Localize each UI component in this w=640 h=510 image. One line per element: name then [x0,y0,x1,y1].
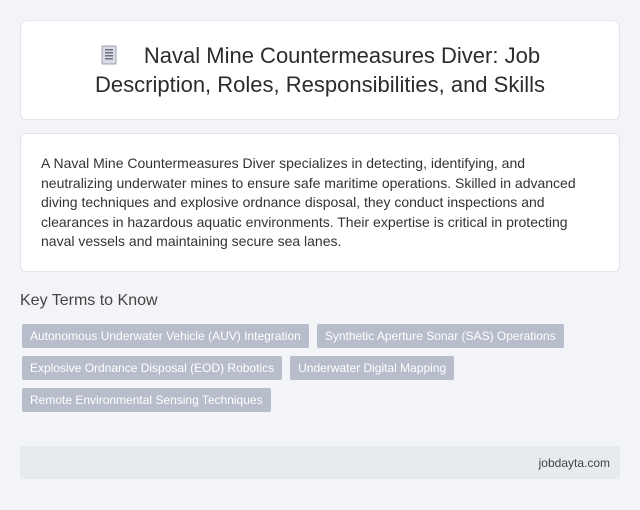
description-card [20,133,620,272]
key-term-tag[interactable]: Remote Environmental Sensing Techniques [22,388,271,412]
key-terms-heading: Key Terms to Know [20,292,158,309]
key-term-tag[interactable]: Autonomous Underwater Vehicle (AUV) Integration [22,324,309,348]
document-icon [100,45,118,65]
key-terms-tags [22,324,582,412]
key-term-tag[interactable]: Synthetic Aperture Sonar (SAS) Operations [317,324,564,348]
footer [20,446,620,479]
page-title [21,41,619,99]
page-title-text: Naval Mine Countermeasures Diver: Job Description, Roles, Responsibilities, and Skills [95,43,545,97]
title-card [20,20,620,120]
key-term-tag[interactable]: Underwater Digital Mapping [290,356,454,380]
description-text: A Naval Mine Countermeasures Diver specializes in detecting, identifying, and neutralizing underwater mines to ensure safe maritime operations. Skilled in advanced diving techniques and explosive ordnance disposal, they conduct inspections and clearances in hazardous aquatic environments. Their expertise is critical in protecting naval vessels and maintaining secure sea lanes. [41,155,576,250]
footer-site-link[interactable]: jobdayta.com [538,455,610,470]
key-term-tag[interactable]: Explosive Ordnance Disposal (EOD) Robotics [22,356,282,380]
